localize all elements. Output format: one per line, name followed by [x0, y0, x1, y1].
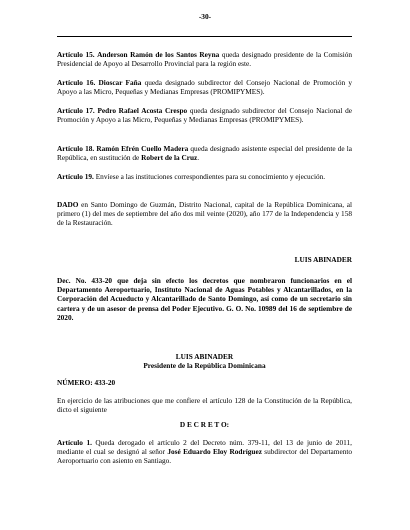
- preamble: En ejercicio de las atribuciones que me confiere el artículo 128 de la Constitución de la República, dicto el siguiente: [57, 396, 352, 415]
- article-16-name: Dioscar Faña: [98, 78, 142, 87]
- decree-summary: Dec. No. 433-20 que deja sin efecto los decretos que nombraron funcionarios en el Departamento Aeroportuario, Instituto Nacional de Aguas Potables y Alcantarillados, en la Corporación del Acueducto y Alcantarillado de Santo Domingo, así como de un secretario sin cartera y de un asesor de prensa del Poder Ejecutivo. G. O. No. 10989 del 16 de septiembre de 2020.: [57, 276, 352, 322]
- article-16-text: queda designado subdirector del Consejo Nacional de Promoción y Apoyo a las Micro, Pequeñas y Medianas Empresas (PROMIPYMES).: [57, 78, 352, 97]
- dado-paragraph: [57, 200, 352, 228]
- dado-label: DADO: [57, 200, 79, 209]
- article-18-name: Ramón Efrén Cuello Madera: [96, 144, 189, 153]
- article-16: [57, 78, 352, 96]
- signature-1: LUIS ABINADER: [294, 255, 352, 264]
- header-rule: [57, 36, 352, 37]
- article-1-name: José Eduardo Eloy Rodríguez: [167, 447, 262, 457]
- article-17-label: Artículo 17.: [57, 106, 95, 115]
- article-1-label: Artículo 1.: [57, 438, 92, 447]
- article-18-text: queda designado asistente especial del presidente de la República, en sustitución de: [57, 144, 353, 163]
- article-16-label: Artículo 16.: [57, 78, 96, 87]
- article-19-text: Envíese a las instituciones correspondientes para su conocimiento y ejecución.: [95, 172, 326, 181]
- article-18-name2: Robert de la Cruz: [141, 153, 198, 163]
- article-1: [57, 438, 352, 466]
- article-1-text: Queda derogado el artículo 2 del Decreto núm. 379-11, del 13 de junio de 2011, mediante el cual se designó al señor: [57, 438, 352, 457]
- decreto-heading: D E C R E T O:: [179, 420, 230, 429]
- page-number: -30-: [198, 12, 212, 21]
- article-17: [57, 106, 352, 124]
- header-name: LUIS ABINADER: [175, 352, 234, 361]
- article-15-name: Anderson Ramón de los Santos Reyna: [97, 50, 220, 59]
- header-title: Presidente de la República Dominicana: [143, 361, 266, 370]
- article-17-name: Pedro Rafael Acosta Crespo: [97, 106, 188, 115]
- decree-number: NÚMERO: 433-20: [57, 378, 116, 387]
- article-18-label: Artículo 18.: [57, 144, 95, 153]
- article-1-end: subdirector del Departamento Aeroportuario con asiento en Santiago.: [57, 447, 353, 466]
- article-15-label: Artículo 15.: [57, 50, 95, 59]
- article-15-text: queda designado presidente de la Comisión Presidencial de Apoyo al Desarrollo Provincial para la región este.: [57, 50, 353, 69]
- article-18-end: .: [197, 153, 200, 163]
- dado-text: en Santo Domingo de Guzmán, Distrito Nacional, capital de la República Dominicana, al primero (1) del mes de septiembre del año dos mil veinte (2020), año 177 de la Independencia y 158 de la Restauración.: [57, 200, 352, 228]
- article-18: [57, 144, 352, 162]
- article-15: [57, 50, 352, 68]
- article-19: [57, 172, 352, 181]
- article-17-text: queda designado subdirector del Consejo Nacional de Promoción y Apoyo a las Micro, Pequeñas y Medianas Empresas (PROMIPYMES).: [57, 106, 352, 125]
- article-19-label: Artículo 19.: [57, 172, 94, 181]
